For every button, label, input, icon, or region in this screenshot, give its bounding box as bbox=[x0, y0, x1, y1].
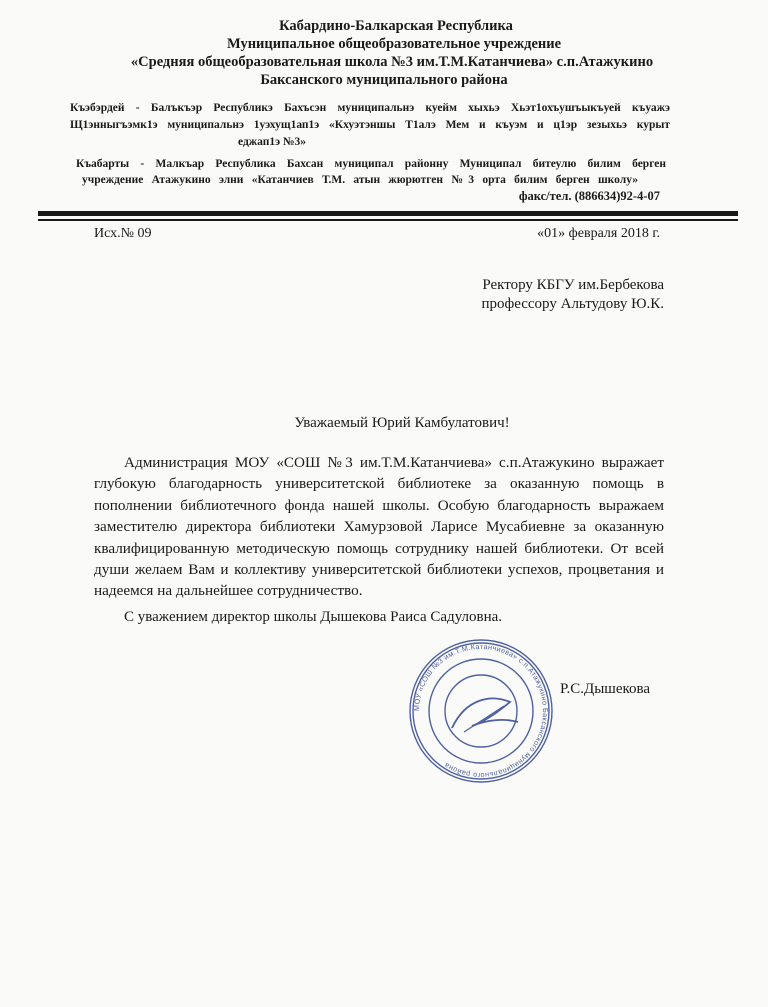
letter-body: Администрация МОУ «СОШ №3 им.Т.М.Катанчиева» с.п.Атажукино выражает глубокую благодарность университетской библиотеке за оказанную помощь в пополнении библиотечного фонда нашей школы. Особую благодарность выражаем заместителю директора библиотеки Хамурзовой Ларисе Мусабиевне за оказанную квалифицированную методическую помощь сотруднику нашей библиотеки. От всей души желаем Вам и коллективу университетской библиотеки успехов, процветания и надеемся на дальнейшее сотрудничество. bbox=[94, 454, 664, 600]
outgoing-number: Исх.№ 09 bbox=[94, 226, 152, 241]
header-balkar-line1: Къабарты - Малкъар Республика Бахсан муниципал районну Муниципал битеулю билим берген bbox=[76, 158, 666, 170]
seal-arc-text: МОУ «СОШ №3 им.Т.М.Катанчиева» с.п.Атажукино Баксанского муниципального района bbox=[411, 641, 551, 781]
signer-name: Р.С.Дышекова bbox=[560, 681, 651, 697]
letter-date: «01» февраля 2018 г. bbox=[537, 226, 660, 241]
signature-stroke-2 bbox=[464, 706, 504, 732]
header-institution-type: Муниципальное общеобразовательное учреждение bbox=[226, 36, 562, 52]
header-divider-thick bbox=[38, 211, 738, 216]
fax-phone: факс/тел. (886634)92-4-07 bbox=[518, 189, 660, 203]
header-kabardian-line2: Щ1энныгъэмк1э муниципальнэ 1уэхущ1ап1э «Кхуэтэншы Т1алэ Мем и къуэм и ц1эр зезыхьэ курыт bbox=[70, 119, 670, 131]
addressee-line1: Ректору КБГУ им.Бербекова bbox=[482, 277, 664, 293]
school-seal-stamp bbox=[406, 636, 556, 786]
header-school-name: «Средняя общеобразовательная школа №3 им.Т.М.Катанчиева» с.п.Атажукино bbox=[130, 54, 654, 70]
header-republic: Кабардино-Балкарская Республика bbox=[279, 18, 513, 34]
seal-outer-ring bbox=[410, 640, 552, 782]
salutation: Уважаемый Юрий Камбулатович! bbox=[294, 415, 510, 431]
closing-line: С уважением директор школы Дышекова Раиса Садуловна. bbox=[124, 609, 503, 625]
header-divider-thin bbox=[38, 219, 738, 221]
header-kabardian-line3: еджап1э №3» bbox=[238, 136, 306, 148]
header-district: Баксанского муниципального района bbox=[260, 72, 508, 88]
addressee-line2: профессору Альтудову Ю.К. bbox=[481, 296, 664, 312]
header-balkar-line2: учреждение Атажукино элни «Катанчиев Т.М. атын жюрютген №3 орта билим берген школу» bbox=[82, 174, 638, 186]
header-kabardian-line1: Къэбэрдей - Балъкъэр Республикэ Бахъсэн муниципальнэ куейм хыхьэ Хьэт1охъушъыкъуей къуажэ bbox=[70, 102, 670, 114]
seal-inner-ring bbox=[445, 675, 517, 747]
signature-stroke bbox=[452, 698, 518, 728]
